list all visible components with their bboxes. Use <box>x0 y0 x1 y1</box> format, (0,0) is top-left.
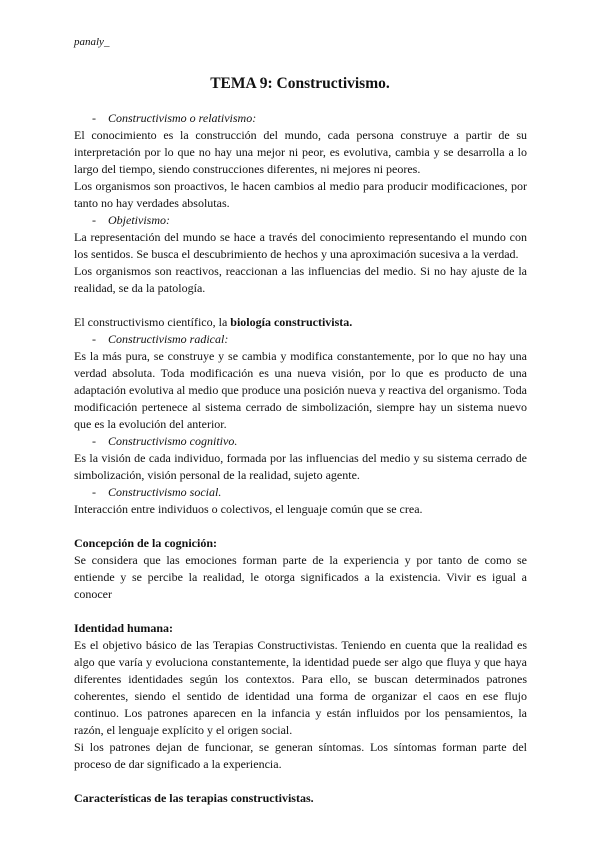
bullet-social: - Constructivismo social. <box>92 485 222 499</box>
paragraph: Es la más pura, se construye y se cambia y modifica constantemente, por lo que no hay una verdad absoluta. Toda modificación es una nueva visión, por lo que es producto de una adaptación evolutiva al medio que produce una posición nueva y reactiva del organismo. Toda modificación pertenece al sistema cerrado de simbolización, siempre hay un sistema nuevo que es la evolución del anterior. <box>74 349 527 431</box>
bullet-label: Constructivismo cognitivo. <box>108 434 238 448</box>
paragraph <box>74 314 527 331</box>
bullet-label: Constructivismo radical: <box>108 332 229 346</box>
page-title: TEMA 9: Constructivismo. <box>210 75 390 92</box>
username-label: panaly_ <box>74 36 110 48</box>
paragraph: Si los patrones dejan de funcionar, se generan síntomas. Los síntomas forman parte del proceso de dar significado a la experiencia. <box>74 740 527 771</box>
paragraph: Los organismos son reactivos, reaccionan a las influencias del medio. Si no hay ajuste de la realidad, se da la patología. <box>74 264 527 295</box>
bullet-constructivismo: - Constructivismo o relativismo: <box>92 111 257 125</box>
paragraph: Es la visión de cada individuo, formada por las influencias del medio y su sistema cerrado de simbolización, visión personal de la realidad, sujeto agente. <box>74 451 527 482</box>
bullet-label: Constructivismo social. <box>108 485 222 499</box>
spacer <box>74 603 527 620</box>
document-body <box>74 110 527 807</box>
paragraph: Interacción entre individuos o colectivos, el lenguaje común que se crea. <box>74 502 423 516</box>
bullet-radical: - Constructivismo radical: <box>92 332 229 346</box>
section-heading: Identidad humana: <box>74 621 174 635</box>
bullet-objetivismo: - Objetivismo: <box>92 213 170 227</box>
spacer <box>74 518 527 535</box>
paragraph: El conocimiento es la construcción del mundo, cada persona construye a partir de su interpretación por lo que no hay una mejor ni peor, es evolutiva, cambia y se desarrolla a lo largo del tiempo, siendo construcciones diferentes, ni mejores ni peores. <box>74 128 527 176</box>
paragraph: La representación del mundo se hace a través del conocimiento representando el mundo con los sentidos. Se busca el descubrimiento de hechos y una aproximación sucesiva a la verdad. <box>74 230 527 261</box>
paragraph-text: El constructivismo científico, la <box>74 315 231 329</box>
spacer <box>74 773 527 790</box>
section-heading: Características de las terapias constructivistas. <box>74 791 314 805</box>
paragraph: Los organismos son proactivos, le hacen cambios al medio para producir modificaciones, por tanto no hay verdades absolutas. <box>74 179 527 210</box>
bold-term: biología constructivista. <box>230 315 353 329</box>
spacer <box>74 297 527 314</box>
paragraph: Se considera que las emociones forman parte de la experiencia y por tanto de como se entiende y se percibe la realidad, le otorga significados a la existencia. Vivir es igual a conocer <box>74 553 527 601</box>
bullet-cognitivo: - Constructivismo cognitivo. <box>92 434 238 448</box>
bullet-label: Objetivismo: <box>108 213 170 227</box>
paragraph: Es el objetivo básico de las Terapias Constructivistas. Teniendo en cuenta que la realidad es algo que varía y evoluciona constantemente, la identidad puede ser algo que fluya y que haya diferentes identidades según los contextos. Para ello, se buscan determinados patrones coherentes, siendo el sentido de identidad una forma de organizar el caos en ese flujo continuo. Los patrones aparecen en la infancia y están influidos por los pensamientos, la razón, el lenguaje explícito y el origen social. <box>74 638 527 737</box>
bullet-label: Constructivismo o relativismo: <box>108 111 257 125</box>
section-heading: Concepción de la cognición: <box>74 536 217 550</box>
